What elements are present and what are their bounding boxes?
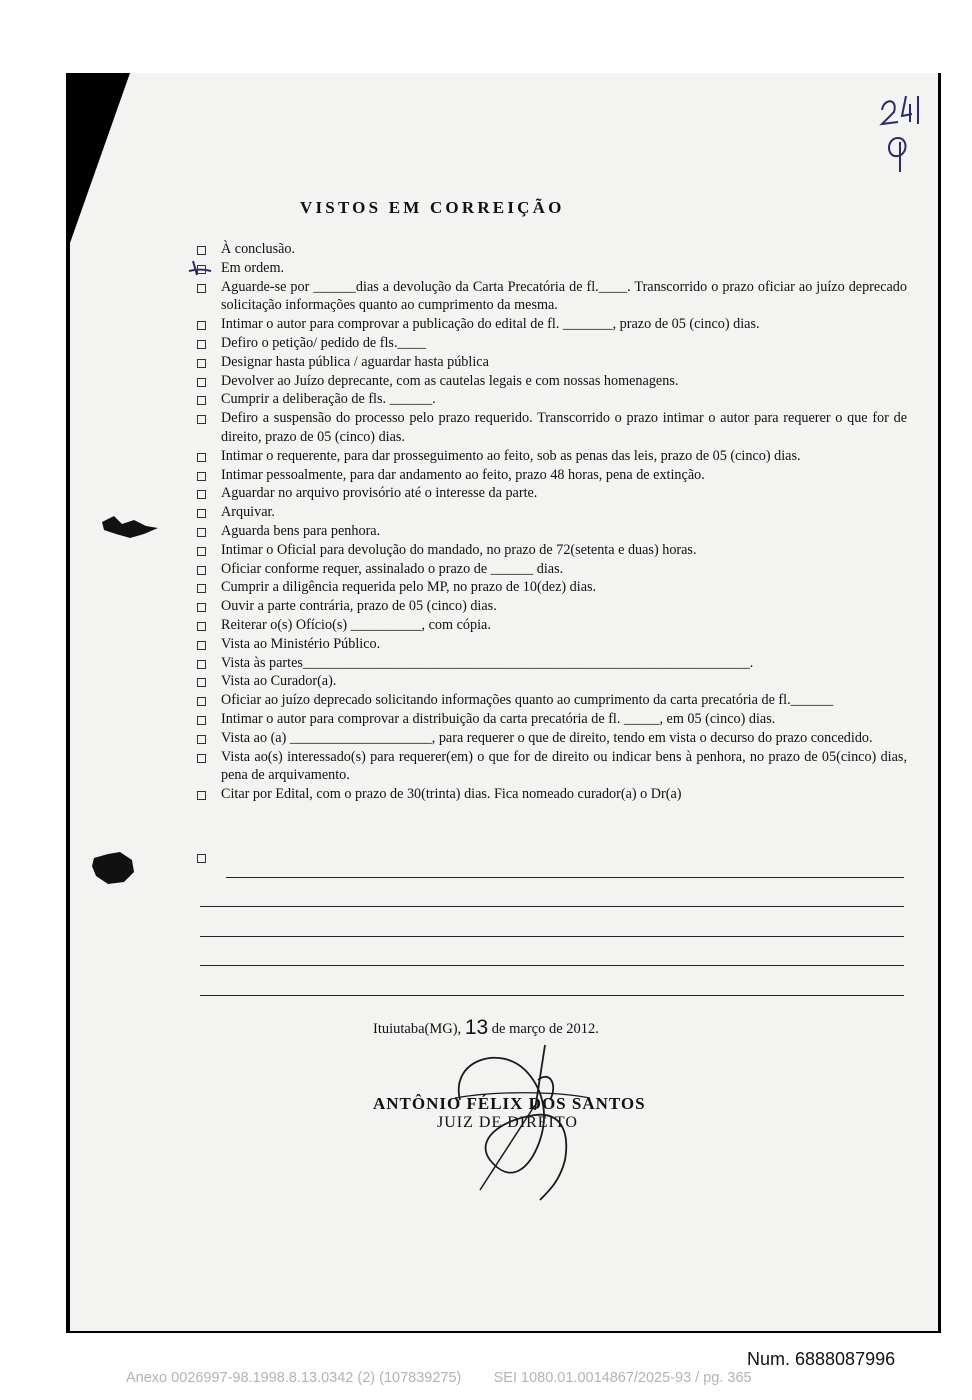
judge-name: ANTÔNIO FÉLIX DOS SANTOS — [373, 1094, 646, 1113]
checkbox-icon — [197, 284, 206, 293]
checklist-item — [195, 484, 907, 503]
checkbox-icon — [197, 378, 206, 387]
checklist-item-text: Em ordem. — [221, 259, 285, 276]
checklist-item-text: Oficiar conforme requer, assinalado o prazo de ______ dias. — [221, 560, 564, 577]
checkbox-icon — [197, 321, 206, 330]
blank-line — [200, 966, 904, 996]
checkbox-icon — [197, 453, 206, 462]
checklist-item — [195, 616, 907, 635]
checklist-item-text: À conclusão. — [221, 241, 296, 257]
checklist-item — [195, 691, 907, 710]
document-title: VISTOS EM CORREIÇÃO — [300, 198, 565, 217]
checkbox-icon — [197, 754, 206, 763]
checklist-item — [195, 785, 907, 804]
checklist-item-text: Vista às partes_______________________________________________________________. — [221, 654, 754, 671]
checkbox-icon — [197, 854, 206, 863]
checklist-item-text: Vista ao (a) ____________________, para requerer o que de direito, tendo em vista o decurso do prazo concedido. — [221, 729, 873, 746]
checklist-item-text: Aguardar no arquivo provisório até o interesse da parte. — [221, 485, 538, 502]
checklist — [195, 240, 907, 804]
checklist-item-text: Cumprir a diligência requerida pelo MP, no prazo de 10(dez) dias. — [221, 579, 597, 596]
checklist-item — [195, 635, 907, 654]
checklist-item — [195, 278, 907, 316]
checkbox-icon — [197, 566, 206, 575]
checkbox-icon — [197, 472, 206, 481]
checklist-item-text: Oficiar ao juízo deprecado solicitando informações quanto ao cumprimento da carta precatória de fl.______ — [221, 692, 834, 709]
checklist-item — [195, 560, 907, 579]
checklist-item-text: Vista ao Curador(a). — [221, 673, 337, 690]
checklist-item — [195, 447, 907, 466]
checklist-item-text: Intimar o autor para comprovar a publicação do edital de fl. _______, prazo de 05 (cinco) dias. — [221, 316, 760, 333]
checklist-item-text: Vista ao Ministério Público. — [221, 635, 381, 652]
checkbox-icon — [197, 678, 206, 687]
checkbox-icon — [197, 528, 206, 537]
checklist-item-text: Intimar pessoalmente, para dar andamento ao feito, prazo 48 horas, pena de extinção. — [221, 466, 705, 483]
checklist-item — [195, 729, 907, 748]
checkbox-icon — [197, 415, 206, 424]
checkbox-icon — [197, 490, 206, 499]
checkbox-icon — [197, 359, 206, 368]
date-day: 13 — [464, 1016, 489, 1039]
checklist-item — [195, 390, 907, 409]
document-number: Num. 6888087996 — [747, 1349, 896, 1369]
checklist-item-text: Aguarda bens para penhora. — [221, 522, 381, 539]
checkbox-icon — [197, 340, 206, 349]
checkbox-icon — [197, 622, 206, 631]
checklist-item — [195, 409, 907, 447]
checklist-item — [195, 578, 907, 597]
checkbox-icon — [197, 697, 206, 706]
checkbox-icon — [197, 735, 206, 744]
checklist-item-text: Vista ao(s) interessado(s) para requerer(em) o que for de direito ou indicar bens à penhora, no prazo de 05(cinco) dias, pena de arquivamento. — [221, 748, 907, 784]
document-reference: Anexo 0026997-98.1998.8.13.0342 (2) (107839275) SEI 1080.01.0014867/2025-93 / pg. 365 — [126, 1370, 752, 1386]
check-mark-icon — [187, 257, 217, 279]
handwritten-page-number — [876, 90, 926, 180]
checklist-item-text: Defiro a suspensão do processo pelo prazo requerido. Transcorrido o prazo intimar o autor para requerer o que for de direito, prazo de 05 (cinco) dias. — [221, 410, 907, 445]
checkbox-icon — [197, 716, 206, 725]
checkbox-icon — [197, 547, 206, 556]
checklist-item-text: Defiro o petição/ pedido de fls.____ — [221, 334, 426, 351]
checklist-item-text: Cumprir a deliberação de fls. ______. — [221, 391, 436, 408]
checklist-item-text: Intimar o requerente, para dar prosseguimento ao feito, sob as penas das leis, prazo de 05 (cinco) dias. — [221, 447, 801, 464]
checkbox-icon — [197, 660, 206, 669]
checklist-item — [195, 503, 907, 522]
blank-lines — [200, 848, 904, 996]
checkbox-icon — [197, 641, 206, 650]
checklist-item — [195, 334, 907, 353]
signature — [440, 1040, 610, 1210]
judge-title: JUIZ DE DIREITO — [437, 1114, 578, 1131]
checklist-item-text: Ouvir a parte contrária, prazo de 05 (cinco) dias. — [221, 598, 497, 615]
checklist-item-text: Reiterar o(s) Ofício(s) __________, com cópia. — [221, 616, 491, 633]
checklist-item — [195, 748, 907, 786]
checklist-item — [195, 522, 907, 541]
blank-line — [200, 907, 904, 937]
checklist-item — [195, 672, 907, 691]
checklist-item-text: Intimar o Oficial para devolução do mandado, no prazo de 72(setenta e duas) horas. — [221, 541, 697, 558]
blank-line — [200, 937, 904, 967]
checklist-item-text: Designar hasta pública / aguardar hasta pública — [221, 353, 489, 370]
checklist-item — [195, 541, 907, 560]
punch-hole — [90, 850, 138, 886]
checklist-item — [195, 372, 907, 391]
blank-line — [200, 878, 904, 908]
checkbox-icon — [197, 509, 206, 518]
checklist-item-text: Devolver ao Juízo deprecante, com as cautelas legais e com nossas homenagens. — [221, 372, 679, 389]
checklist-item — [195, 597, 907, 616]
checklist-item-text: Citar por Edital, com o prazo de 30(trinta) dias. Fica nomeado curador(a) o Dr(a) — [221, 786, 682, 803]
checkbox-icon — [197, 603, 206, 612]
checklist-item-text: Arquivar. — [221, 504, 275, 521]
blank-line — [226, 848, 904, 878]
checklist-item-text: Aguarde-se por ______dias a devolução da Carta Precatória de fl.____. Transcorrido o prazo oficiar ao juízo deprecado solicitação informações quanto ao cumprimento da mesma. — [221, 278, 907, 314]
checklist-item — [195, 710, 907, 729]
checklist-item — [195, 315, 907, 334]
checklist-item — [195, 240, 907, 259]
checklist-item — [195, 466, 907, 485]
date-prefix: Ituiutaba(MG), — [373, 1021, 465, 1037]
checkbox-icon — [197, 791, 206, 800]
checklist-item — [195, 654, 907, 673]
checklist-item — [195, 259, 907, 278]
date-line — [373, 1016, 599, 1040]
checklist-item — [195, 353, 907, 372]
punch-hole — [100, 512, 160, 540]
checklist-item-text: Intimar o autor para comprovar a distribuição da carta precatória de fl. _____, em 05 (cinco) dias. — [221, 710, 776, 727]
checkbox-icon — [197, 246, 206, 255]
checkbox-icon — [197, 396, 206, 405]
date-suffix: de março de 2012. — [488, 1021, 599, 1037]
checkbox-icon — [197, 584, 206, 593]
